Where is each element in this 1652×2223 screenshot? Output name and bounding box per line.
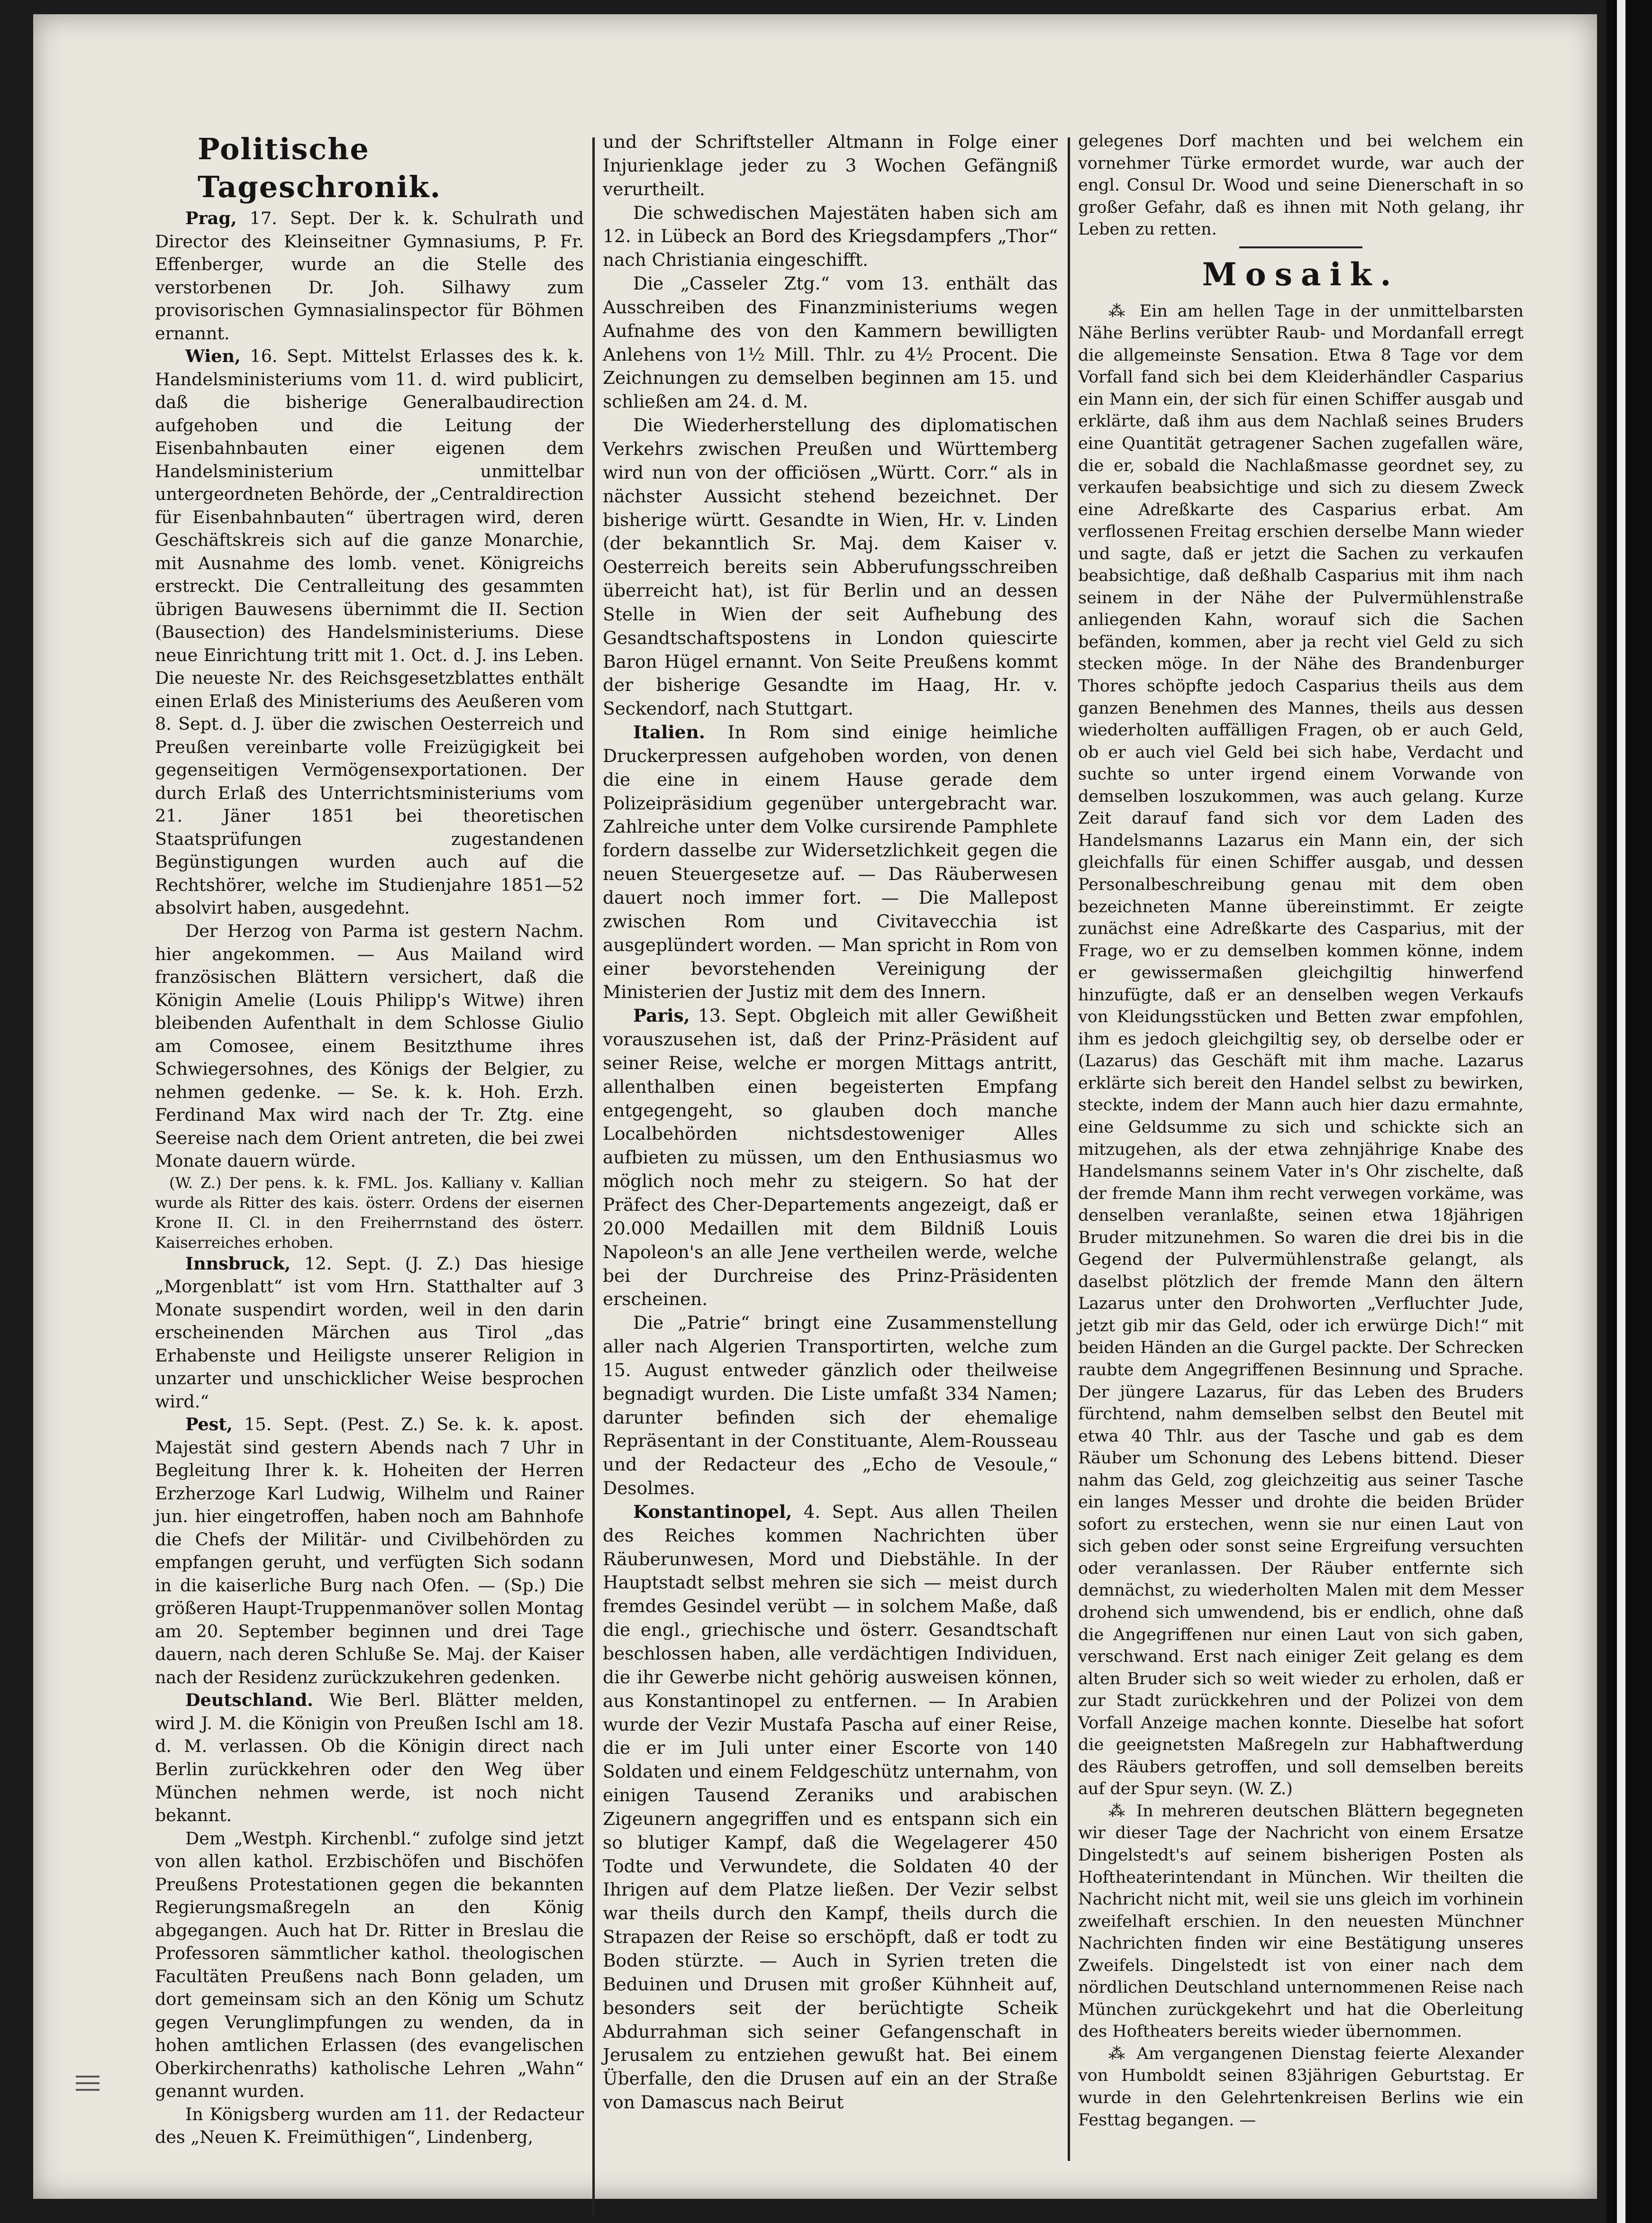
- article-text: 13. Sept. Obgleich mit aller Gewißheit vorauszusehen ist, daß der Prinz-Präsident auf seiner Reise, welche er morgen Mittags antritt, allenthalben einen begeisterten Empfang entgegengeht, so glauben doch manche Localbehörden nichtsdestoweniger Alles aufbieten zu müssen, um den Enthusiasmus wo möglich noch mehr zu steigern. So hat der Präfect des Cher-Departements angezeigt, daß er 20.000 Medaillen mit dem Bildniß Louis Napoleon's an alle Jene vertheilen werde, welche bei der Durchreise des Prinz-Präsidenten erscheinen.: [603, 1005, 1058, 1310]
- article-wuerttemberg: Die Wiederherstellung des diplomatischen Verkehrs zwischen Preußen und Württemberg wird nun von der officiösen „Württ. Corr.“ als in nächster Aussicht stehend bezeichnet. Der bisherige württ. Gesandte in Wien, Hr. v. Linden (der bekanntlich Sr. Maj. dem Kaiser v. Oesterreich bereits sein Abberufungsschreiben überreicht hat), ist für Berlin und an dessen Stelle in Wien der seit Aufhebung des Gesandtschaftspostens in London quiescirte Baron Hügel ernannt. Von Seite Preußens kommt der bisherige Gesandte im Haag, Hr. v. Seckendorf, nach Stuttgart.: [603, 415, 1058, 719]
- column-middle: [603, 130, 1058, 2114]
- article-text: Wie Berl. Blätter melden, wird J. M. die Königin von Preußen Ischl am 18. d. M. verlassen. Ob die Königin direct nach Berlin zurückkehren oder den Weg über München nehmen werde, ist noch nicht bekannt.: [155, 1690, 584, 1826]
- article-germany: [155, 1689, 584, 1827]
- article-text: 16. Sept. Mittelst Erlasses des k. k. Handelsministeriums vom 11. d. wird publicirt, daß die bisherige Generalbaudirection aufgehoben und die Leitung der Eisenbahnbauten einer eigenen dem Handelsministerium unmittelbar untergeordneten Behörde, der „Centraldirection für Eisenbahnbauten“ übertragen wird, deren Geschäftskreis sich auf die ganze Monarchie, mit Ausnahme des lomb. venet. Königreichs erstreckt. Die Centralleitung des gesammten übrigen Bauwesens übernimmt die II. Section (Bausection) des Handelsministeriums. Diese neue Einrichtung tritt mit 1. Oct. d. J. ins Leben. Die neueste Nr. des Reichsgesetzblattes enthält einen Erlaß des Ministeriums des Aeußeren vom 8. Sept. d. J. über die zwischen Oesterreich und Preußen vereinbarte volle Freizügigkeit bei gegenseitigen Vermögensexportationen. Der durch Erlaß des Unterrichtsministeriums vom 21. Jäner 1851 bei theoretischen Staatsprüfungen zugestandenen Begünstigungen wurden auch auf die Rechtshörer, welche im Studienjahre 1851—52 absolvirt haben, ausgedehnt.: [155, 346, 584, 918]
- dateline-place: Deutschland.: [185, 1690, 313, 1711]
- dateline-place: Innsbruck,: [185, 1253, 291, 1274]
- article-pest: [155, 1413, 584, 1689]
- article-text: 17. Sept. Der k. k. Schulrath und Director des Kleinseitner Gymnasiums, P. Fr. Effenberger, wurde an die Stelle des verstorbenen Dr. Joh. Silhawy zum provisorischen Gymnasialinspector für Böhmen ernannt.: [155, 208, 584, 344]
- article-innsbruck: [155, 1252, 584, 1414]
- dateline-place: Italien.: [633, 722, 705, 743]
- article-humboldt: ⁂ Am vergangenen Dienstag feierte Alexander von Humboldt seinen 83jährigen Geburtstag. Er wurde in den Gelehrtenkreisen Berlins wie ein Festtag begangen. —: [1078, 2044, 1524, 2130]
- article-continuation: und der Schriftsteller Altmann in Folge einer Injurienklage jeder zu 3 Wochen Gefängniß verurtheilt.: [603, 131, 1058, 200]
- article-text: 4. Sept. Aus allen Theilen des Reiches kommen Nachrichten über Räuberunwesen, Mord und Diebstähle. In der Hauptstadt selbst mehren sie sich — meist durch fremdes Gesindel verübt — in solchem Maße, daß die engl., griechische und österr. Gesandtschaft beschlossen haben, alle verdächtigen Individuen, die ihr Gewerbe nicht gehörig ausweisen können, aus Konstantinopel zu entfernen. — In Arabien wurde der Vezir Mustafa Pascha auf einer Reise, die er im Juli unter einer Escorte von 140 Soldaten und einem Feldgeschütz unternahm, von einigen Tausend Zeraniks und arabischen Zigeunern angegriffen und es entspann sich ein so blutiger Kampf, daß die Wegelagerer 450 Todte und Verwundete, die Soldaten 40 der Ihrigen auf dem Platze ließen. Der Vezir selbst war theils durch den Kampf, theils durch die Strapazen der Reise so erschöpft, daß er todt zu Boden stürzte. — Auch in Syrien treten die Beduinen und Drusen mit großer Kühnheit auf, besonders seit der berüchtigte Scheik Abdurrahman sich seiner Gefangenschaft in Jerusalem zu entziehen gewußt hat. Bei einem Überfalle, den die Drusen auf ein an der Straße von Damascus nach Beirut: [603, 1501, 1058, 2113]
- column-rule-2: [1068, 137, 1070, 2161]
- article-patrie: Die „Patrie“ bringt eine Zusammenstellung aller nach Algerien Transportirten, welche zum 15. August entweder gänzlich oder theilweise begnadigt wurden. Die Liste umfaßt 334 Namen; darunter befinden sich der ehemalige Repräsentant in der Constituante, Alem-Rousseau und der Redacteur des „Echo de Vesoule,“ Desolmes.: [603, 1312, 1058, 1499]
- dateline-place: Konstantinopel,: [633, 1501, 792, 1522]
- margin-marks: [76, 2076, 104, 2096]
- section-divider: [1239, 246, 1362, 248]
- column-left: [155, 130, 584, 2149]
- section-heading-politics: Politische Tageschronik.: [198, 132, 442, 204]
- article-text: 15. Sept. (Pest. Z.) Se. k. k. apost. Majestät sind gestern Abends nach 7 Uhr in Begleitung Ihrer k. k. Hoheiten der Herren Erzherzoge Karl Ludwig, Wilhelm und Rainer jun. hier eingetroffen, haben noch am Bahnhofe die Chefs der Militär- und Civilbehörden zu empfangen geruht, und verfügten Sich sodann in die kaiserliche Burg nach Ofen. — (Sp.) Die größeren Haupt-Truppenmanöver sollen Montag am 20. September beginnen und drei Tage dauern, nach deren Schluße Se. Maj. der Kaiser nach der Residenz zurückzukehren gedenken.: [155, 1414, 584, 1688]
- dateline-place: Wien,: [185, 346, 241, 367]
- article-italy: [603, 721, 1058, 1004]
- dateline-place: Pest,: [185, 1414, 233, 1435]
- scan-edge: [1607, 0, 1652, 2223]
- article-dingelstedt: ⁂ In mehreren deutschen Blättern begegneten wir dieser Tage der Nachricht von einem Ersatze Dingelstedt's auf seinem bisherigen Posten als Hoftheaterintendant in München. Wir theilten die Nachricht nicht mit, weil sie uns gleich im vorhinein zweifelhaft erschien. In den neuesten Münchner Nachrichten finden wir eine Bestätigung unseres Zweifels. Dingelstedt ist von einer nach dem nördlichen Deutschland unternommenen Reise nach München zurückgekehrt und hat die Oberleitung des Hoftheaters bereits wieder übernommen.: [1078, 1801, 1524, 2042]
- column-right: [1078, 130, 1524, 2131]
- article-sweden: Die schwedischen Majestäten haben sich am 12. in Lübeck an Bord des Kriegsdampfers „Thor“ nach Christiania eingeschifft.: [603, 202, 1058, 271]
- article-kirchenblatt: Dem „Westph. Kirchenbl.“ zufolge sind jetzt von allen kathol. Erzbischöfen und Bischöfen Preußens Protestationen gegen die bekannten Regierungsmaßregeln an den König abgegangen. Auch hat Dr. Ritter in Breslau die Professoren sämmtlicher kathol. theologischen Facultäten Preußens nach Bonn geladen, um dort gemeinsam sich an den König um Schutz gegen Verunglimpfungen zu wenden, da in hohen amtlichen Erlassen (des evangelischen Oberkirchenraths) katholische Lehren „Wahn“ genannt wurden.: [155, 1828, 584, 2102]
- scan-edge-bar: [1617, 0, 1625, 2223]
- column-rule-1: [592, 137, 595, 2218]
- article-berlin-robbery: ⁂ Ein am hellen Tage in der unmittelbarsten Nähe Berlins verübter Raub- und Mordanfall erregt die allgemeinste Sensation. Etwa 8 Tage vor dem Vorfall fand sich bei dem Kleiderhändler Casparius ein Mann ein, der sich für einen Schiffer ausgab und erklärte, daß ihm aus dem Nachlaß seines Bruders eine Quantität getragener Sachen zugefallen wäre, die er, sobald die Nachlaßmasse geordnet sey, zu verkaufen beabsichtige und sich zu diesem Zweck eine Adreßkarte des Casparius erbat. Am verflossenen Freitag erschien derselbe Mann wieder und sagte, daß er jetzt die Sachen zu verkaufen beabsichtige, daß deßhalb Casparius mit ihm nach seinem in der Nähe der Pulvermühlenstraße anliegenden Kahn, worauf sich die Sachen befänden, kommen, aber ja recht viel Geld zu sich stecken möge. In der Nähe des Brandenburger Thores schöpfte jedoch Casparius theils aus dem ganzen Benehmen des Mannes, theils aus dessen wiederholten auffälligen Fragen, ob er auch Geld, ob er auch viel Geld bei sich habe, Verdacht und suchte so unter irgend einem Vorwande von demselben loszukommen, was auch gelang. Kurze Zeit darauf fand sich vor dem Laden des Handelsmanns Lazarus ein Mann ein, der sich gleichfalls für einen Schiffer ausgab, und dessen Personalbeschreibung genau mit dem oben bezeichneten Manne übereinstimmt. Er zeigte zunächst eine Adreßkarte des Casparius, mit der Frage, wo er zu demselben kommen könne, indem er gewissermaßen gleichgiltig hinwerfend hinzufügte, daß er an denselben wegen Verkaufs von Kleidungsstücken und Betten zwar empfohlen, ihm es jedoch gleichgiltig sey, ob derselbe oder er (Lazarus) das Geschäft mit ihm mache. Lazarus erklärte sich bereit den Handel selbst zu bewirken, steckte, indem der Mann auch hier dazu ermahnte, eine Geldsumme zu sich und schickte sich an mitzugehen, als der etwa zehnjährige Knabe des Handelsmanns seinem Vater in's Ohr zischelte, daß der fremde Mann ihm recht verwegen vorkäme, was denselben veranlaßte, seinen etwa 18jährigen Bruder mitzunehmen. So waren die drei bis in die Gegend der Pulvermühlenstraße gelangt, als daselbst plötzlich der fremde Mann den ältern Lazarus unter den Drohworten „Verfluchter Jude, jetzt gib mir das Geld, oder ich erwürge Dich!“ mit beiden Händen an die Gurgel packte. Der Schrecken raubte dem Angegriffenen Besinnung und Sprache. Der jüngere Lazarus, für das Leben des Bruders fürchtend, nahm demselben selbst den Beutel mit etwa 40 Thlr. aus der Tasche und gab es dem Räuber um Schonung des Lebens bittend. Dieser nahm das Geld, zog gleichzeitig aus seiner Tasche ein langes Messer und drohte die beiden Brüder sofort zu erstechen, wenn sie nur einen Laut von sich geben oder sonst seine Ergreifung versuchten oder veranlassen. Der Räuber entfernte sich demnächst, zu wiederholten Malen mit dem Messer drohend sich umwendend, bis er endlich, ohne daß die Angegriffenen nur einen Laut von sich gaben, verschwand. Erst nach einiger Zeit gelang es dem alten Bruder sich so weit wieder zu erholen, daß er zur Stadt zurückkehren und der Polizei von dem Vorfall Anzeige machen konnte. Dieselbe hat sofort die geeignetsten Maßregeln zur Habhaftwerdung des Räubers getroffen, und soll demselben bereits auf der Spur seyn. (W. Z.): [1078, 301, 1524, 1799]
- article-prague: [155, 207, 584, 345]
- article-text: 12. Sept. (J. Z.) Das hiesige „Morgenblatt“ ist vom Hrn. Statthalter auf 3 Monate suspendirt worden, weil in den darin erscheinenden Märchen aus Tirol „das Erhabenste und Heiligste unserer Religion in unzarter und unschicklicher Weise besprochen wird.“: [155, 1253, 584, 1412]
- article-vienna: [155, 345, 584, 920]
- article-continuation: gelegenes Dorf machten und bei welchem ein vornehmer Türke ermordet wurde, war auch der engl. Consul Dr. Wood und seine Dienerschaft in so großer Gefahr, daß es ihnen mit Noth gelang, ihr Leben zu retten.: [1078, 132, 1524, 239]
- article-constantinople: [603, 1500, 1058, 2114]
- article-parma: Der Herzog von Parma ist gestern Nachm. hier angekommen. — Aus Mailand wird französischen Blättern versichert, daß die Königin Amelie (Louis Philipp's Witwe) ihren bleibenden Aufenthalt in dem Schlosse Giulio am Comosee, einem Besitzthume ihres Schwiegersohnes, des Königs der Belgier, zu nehmen gedenke. — Se. k. k. Hoh. Erzh. Ferdinand Max wird nach der Tr. Ztg. eine Seereise nach dem Orient antreten, die bei zwei Monate dauern würde.: [155, 920, 584, 1171]
- article-koenigsberg: In Königsberg wurden am 11. der Redacteur des „Neuen K. Freimüthigen“, Lindenberg,: [155, 2104, 584, 2148]
- article-note-kalliany: (W. Z.) Der pens. k. k. FML. Jos. Kalliany v. Kallian wurde als Ritter des kais. österr. Ordens der eisernen Krone II. Cl. in den Freiherrnstand des österr. Kaiserreiches erhoben.: [155, 1173, 584, 1252]
- dateline-place: Prag,: [185, 208, 237, 228]
- article-text: In Rom sind einige heimliche Druckerpressen aufgehoben worden, von denen die eine in einem Hause gerade dem Polizeipräsidium gegenüber untergebracht war. Zahlreiche unter dem Volke cursirende Pamphlete fordern dasselbe zur Widersetzlichkeit gegen die neuen Steuergesetze auf. — Das Räuberwesen dauert noch immer fort. — Die Mallepost zwischen Rom und Civitavecchia ist ausgeplündert worden. — Man spricht in Rom von einer bevorstehenden Vereinigung der Ministerien der Justiz mit dem des Innern.: [603, 722, 1058, 1003]
- section-heading-mosaik: Mosaik.: [1202, 255, 1400, 293]
- article-paris: [603, 1004, 1058, 1311]
- dateline-place: Paris,: [633, 1005, 690, 1026]
- article-cassel: Die „Casseler Ztg.“ vom 13. enthält das Ausschreiben des Finanzministeriums wegen Aufnahme des von den Kammern bewilligten Anlehens von 1½ Mill. Thlr. zu 4½ Procent. Die Zeichnungen zu demselben beginnen am 15. und schließen am 24. d. M.: [603, 273, 1058, 412]
